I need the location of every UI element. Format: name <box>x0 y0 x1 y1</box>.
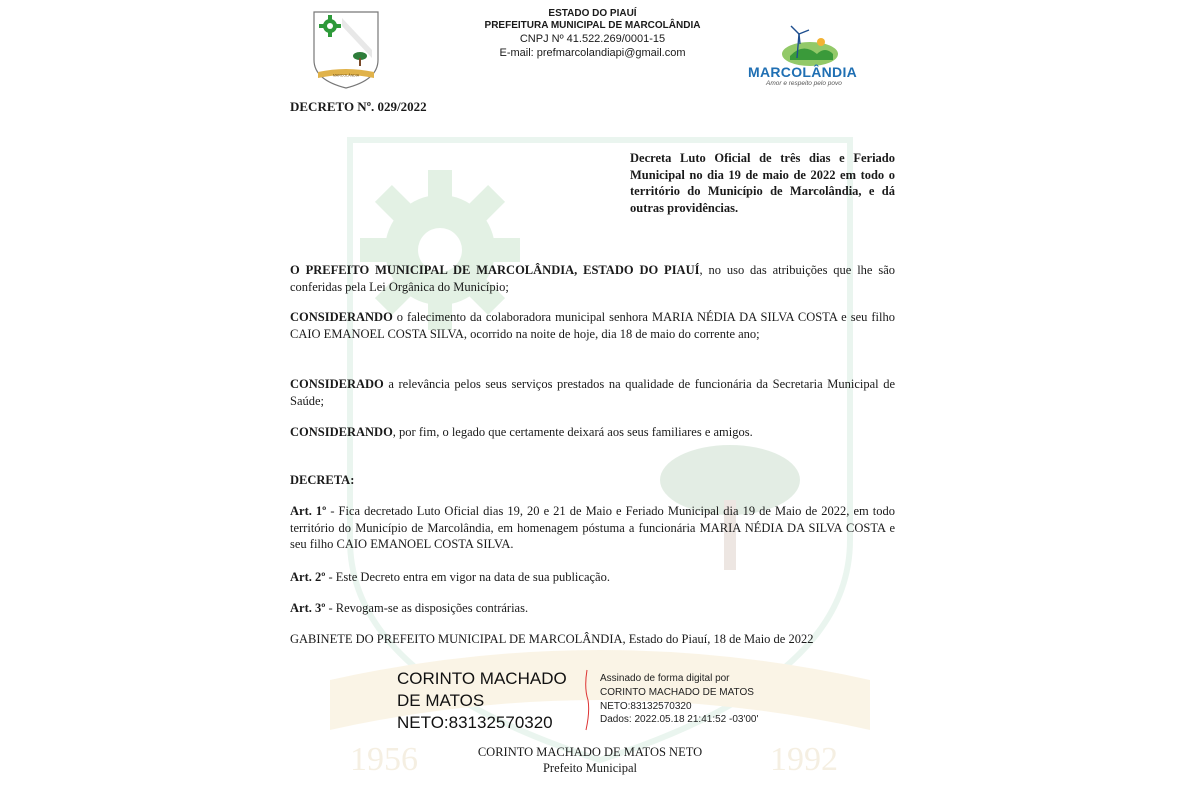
email: E-mail: prefmarcolandiapi@gmail.com <box>499 47 686 59</box>
state-name: ESTADO DO PIAUÍ <box>548 8 637 19</box>
watermark-year-right: 1992 <box>770 741 838 778</box>
signature-info-line: Dados: 2022.05.18 21:41:52 -03'00' <box>600 714 759 726</box>
digital-signature-details <box>600 672 758 727</box>
decree-number: DECRETO Nº. 029/2022 <box>290 99 427 114</box>
signer-name: CORINTO MACHADO DE MATOS NETO <box>477 745 703 759</box>
consideration-lead: CONSIDERANDO <box>290 310 393 324</box>
consideration-lead: CONSIDERADO <box>290 377 384 391</box>
preamble-paragraph <box>290 262 895 295</box>
consideration-lead: CONSIDERANDO <box>290 425 393 439</box>
signature-info-line: CORINTO MACHADO DE MATOS <box>600 686 754 698</box>
brand-name: MARCOLÂNDIA <box>748 64 858 80</box>
letterhead <box>455 8 730 60</box>
brand-tagline: Amor e respeito pelo povo <box>766 80 842 87</box>
signer-role: Prefeito Municipal <box>542 761 638 775</box>
article-number: Art. 1º <box>290 504 327 518</box>
consideration-text: a relevância pelos seus serviços prestados na qualidade de funcionária da Secretaria Municipal de Saúde; <box>290 377 895 408</box>
signature-name-line: DE MATOS <box>397 691 485 710</box>
consideration-paragraph <box>290 309 895 342</box>
article-text: - Fica decretado Luto Oficial dias 19, 20 e 21 de Maio e Feriado Municipal dia 19 de Maio de 2022, em todo território do Município de Marcolândia, em homenagem póstuma a funcionária MARIA NÉDIA DA SILVA COSTA e seu filho CAIO EMANOEL COSTA SILVA. <box>290 504 895 551</box>
signer-block <box>290 744 890 776</box>
digital-signature-name <box>397 668 567 734</box>
signature-mark-icon <box>584 668 590 732</box>
cnpj: CNPJ Nº 41.522.269/0001-15 <box>519 33 666 45</box>
signature-name-line: NETO:83132570320 <box>397 713 553 732</box>
consideration-text: , por fim, o legado que certamente deixará aos seus familiares e amigos. <box>392 425 753 439</box>
article-paragraph <box>290 503 895 553</box>
signature-info-line: Assinado de forma digital por <box>600 673 730 684</box>
gabinete-line: GABINETE DO PREFEITO MUNICIPAL DE MARCOLÂNDIA, Estado do Piauí, 18 de Maio de 2022 <box>290 632 814 646</box>
decree-summary: Decreta Luto Oficial de três dias e Feriado Municipal no dia 19 de maio de 2022 em todo o território do Município de Marcolândia, e dá outras providências. <box>630 151 895 215</box>
signature-name-line: CORINTO MACHADO <box>397 669 567 688</box>
article-text: - Revogam-se as disposições contrárias. <box>325 601 529 615</box>
consideration-paragraph <box>290 376 895 409</box>
prefecture-name: PREFEITURA MUNICIPAL DE MARCOLÂNDIA <box>484 20 701 31</box>
crest-banner-text: MARCOLÂNDIA <box>332 73 360 78</box>
article-text: - Este Decreto entra em vigor na data de sua publicação. <box>325 570 610 584</box>
article-paragraph <box>290 600 895 617</box>
preamble-lead: O PREFEITO MUNICIPAL DE MARCOLÂNDIA, ESTADO DO PIAUÍ <box>290 263 700 277</box>
article-paragraph <box>290 569 895 586</box>
municipal-crest-logo <box>312 10 380 90</box>
article-number: Art. 2º <box>290 570 326 584</box>
watermark-year-left: 1956 <box>350 741 418 778</box>
decreta-heading: DECRETA: <box>290 473 355 487</box>
article-number: Art. 3º <box>290 601 326 615</box>
consideration-text: o falecimento da colaboradora municipal senhora MARIA NÉDIA DA SILVA COSTA e seu filho CAIO EMANOEL COSTA SILVA, ocorrido na noite de hoje, dia 18 de maio do corrente ano; <box>290 310 895 341</box>
signature-info-line: NETO:83132570320 <box>600 700 692 712</box>
preamble-text: , no uso das atribuições que lhe são conferidas pela Lei Orgânica do Município; <box>290 263 895 294</box>
consideration-paragraph <box>290 424 895 441</box>
